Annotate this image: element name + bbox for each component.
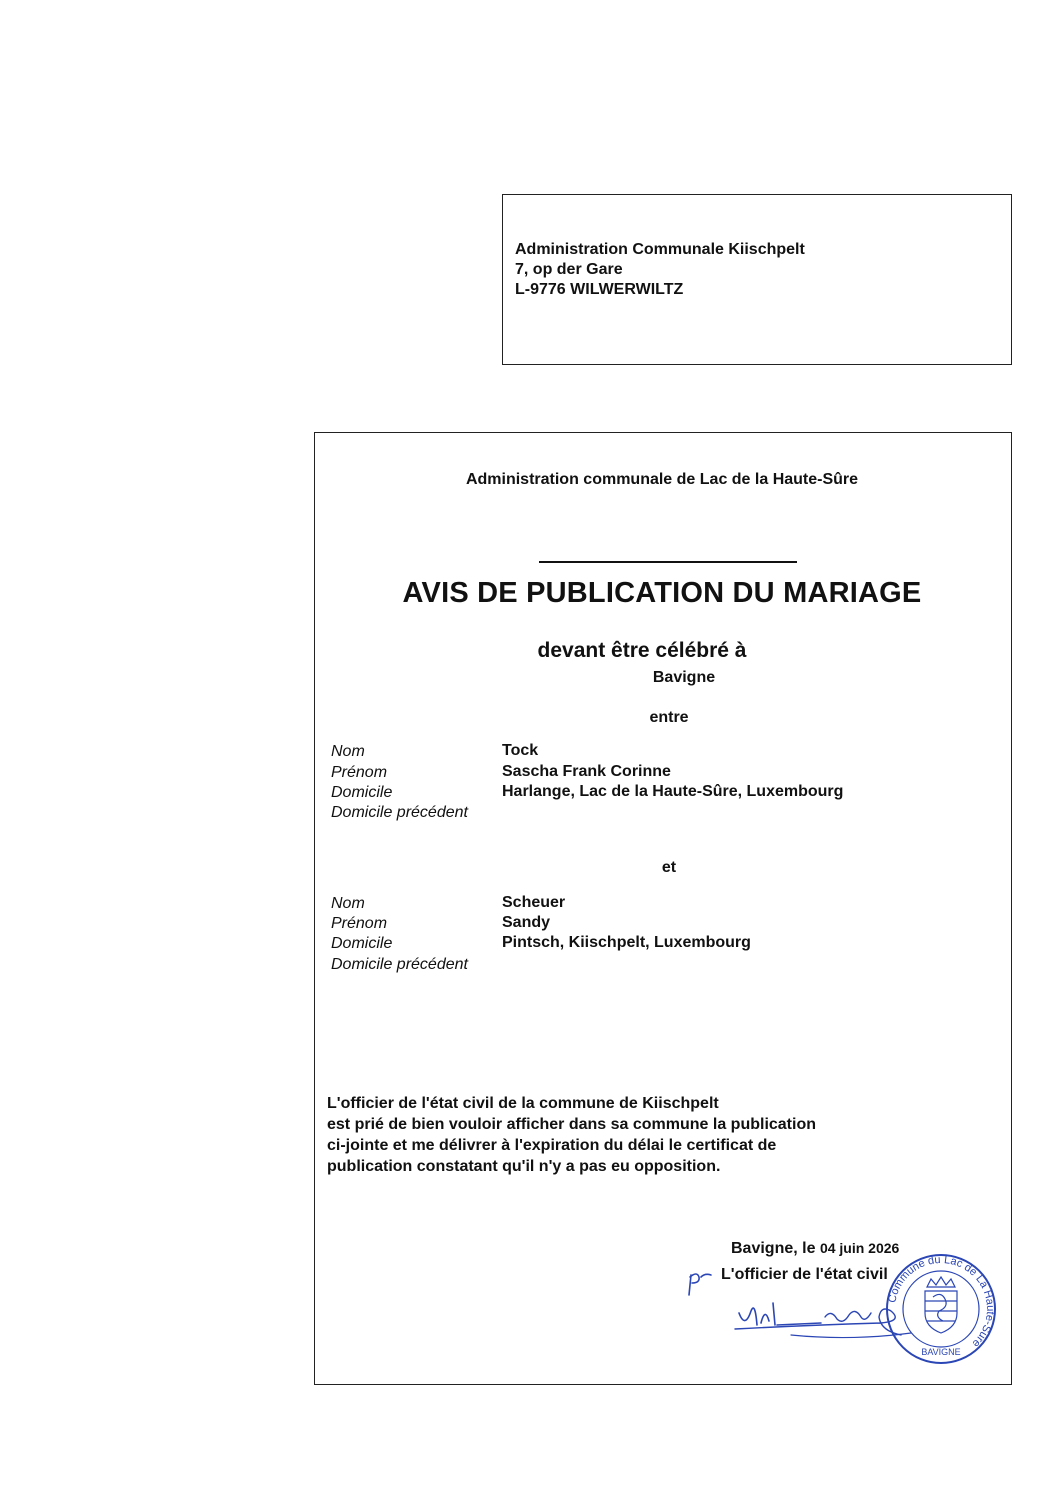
notice-box [314, 432, 1012, 1385]
stamp-crest-icon [925, 1277, 957, 1333]
request-line-4: publication constatant qu'il n'y a pas eu opposition. [327, 1158, 721, 1175]
notice-title: AVIS DE PUBLICATION DU MARIAGE [402, 577, 922, 609]
official-stamp [883, 1251, 999, 1367]
party2-label-nom: Nom [331, 895, 365, 912]
signature-officer: L'officier de l'état civil [721, 1266, 888, 1283]
party1-prenom: Sascha Frank Corinne [502, 763, 671, 780]
between-word: entre [649, 709, 689, 726]
signature-date-line [731, 1240, 899, 1258]
request-line-1: L'officier de l'état civil de la commune de Kiischpelt [327, 1095, 719, 1112]
signature-place: Bavigne, le [731, 1240, 816, 1257]
request-line-3: ci-jointe et me délivrer à l'expiration du délai le certificat de [327, 1137, 777, 1154]
recipient-line-3: L-9776 WILWERWILTZ [515, 281, 684, 298]
title-divider [539, 561, 797, 563]
notice-subtitle: devant être célébré à [537, 639, 747, 662]
party1-label-domicile-precedent: Domicile précédent [331, 804, 468, 821]
issuer-heading: Administration communale de Lac de la Haute-Sûre [465, 471, 859, 488]
recipient-line-2: 7, op der Gare [515, 261, 623, 278]
stamp-text: Commune du Lac de La Haute-Sûre [886, 1253, 997, 1350]
handwritten-initial [681, 1269, 715, 1299]
and-word: et [661, 859, 677, 876]
party1-label-domicile: Domicile [331, 784, 393, 801]
party2-domicile: Pintsch, Kiischpelt, Luxembourg [502, 934, 751, 951]
party1-domicile: Harlange, Lac de la Haute-Sûre, Luxembourg [502, 783, 844, 800]
party1-nom: Tock [502, 742, 539, 759]
party1-label-prenom: Prénom [331, 764, 388, 781]
stamp-locality: BAVIGNE [921, 1347, 961, 1357]
party2-nom: Scheuer [502, 894, 566, 911]
party2-label-domicile-precedent: Domicile précédent [331, 956, 468, 973]
party2-label-domicile: Domicile [331, 935, 393, 952]
recipient-address-box [502, 194, 1012, 365]
celebration-place: Bavigne [652, 669, 716, 686]
party2-prenom: Sandy [502, 914, 551, 931]
recipient-line-1: Administration Communale Kiischpelt [515, 241, 805, 258]
signature-date: 04 juin 2026 [819, 1240, 900, 1256]
party2-label-prenom: Prénom [331, 915, 388, 932]
recipient-address [515, 240, 805, 300]
request-paragraph [327, 1093, 816, 1177]
request-line-2: est prié de bien vouloir afficher dans sa commune la publication [327, 1116, 816, 1133]
party1-label-nom: Nom [331, 743, 365, 760]
